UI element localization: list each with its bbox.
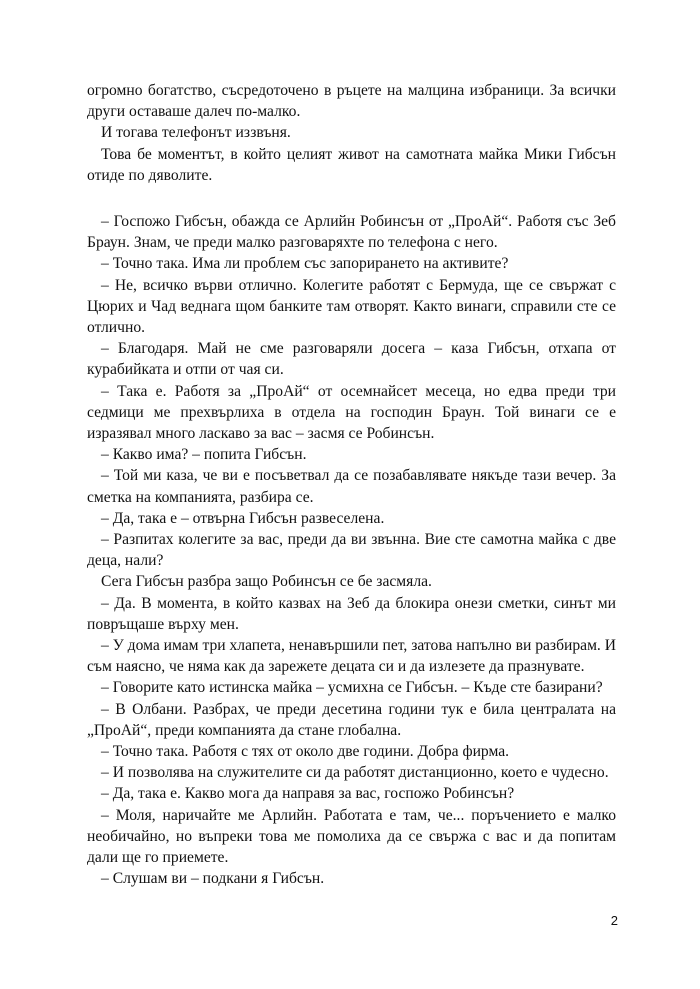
dialog-paragraph: – Не, всичко върви отлично. Колегите работят с Бермуда, ще се свържат с Цюрих и Чад веднага щом банките там отворят. Както винаги, справили сте се отлично.	[87, 276, 616, 337]
dialog-paragraph: – Точно така. Има ли проблем със запорирането на активите?	[101, 255, 509, 273]
dialog-paragraph: – Да. В момента, в който казвах на Зеб да блокира онези сметки, синът ми повръщаше върху мен.	[87, 594, 616, 633]
dialog-paragraph: – Госпожо Гибсън, обажда се Арлийн Робинсън от „ПроАй“. Работя със Зеб Браун. Знам, че преди малко разговаряхте по телефона с него.	[87, 213, 616, 252]
paragraph: огромно богатство, съсредоточено в ръцете на малцина избраници. За всички други оставаше далеч по-малко.	[87, 82, 616, 121]
dialog-text	[87, 211, 616, 890]
dialog-paragraph: – Да, така е – отвърна Гибсън развеселена.	[101, 509, 385, 527]
dialog-paragraph: – Точно така. Работя с тях от около две години. Добра фирма.	[101, 743, 510, 761]
intro-text	[87, 80, 616, 186]
paragraph: Това бе моментът, в който целият живот на самотната майка Мики Гибсън отиде по дяволите.	[87, 145, 616, 184]
dialog-paragraph: – Моля, наричайте ме Арлийн. Работата е там, че... поръчението е малко необичайно, но въпреки това ме помолиха да се свържа с вас и да попитам дали ще го приемете.	[87, 806, 616, 867]
dialog-paragraph: – Благодаря. Май не сме разговаряли досега – каза Гибсън, отхапа от курабийката и отпи от чая си.	[87, 340, 616, 379]
dialog-paragraph: Сега Гибсън разбра защо Робинсън се бе засмяла.	[101, 573, 432, 591]
dialog-paragraph: – Да, така е. Какво мога да направя за вас, госпожо Робинсън?	[101, 785, 515, 803]
dialog-paragraph: – Така е. Работя за „ПроАй“ от осемнайсет месеца, но едва преди три седмици ме прехвърлиха в отдела на господин Браун. Той винаги се е изразявал много ласкаво за вас – засмя се Робинсън.	[87, 382, 616, 443]
page-number: 2	[610, 913, 618, 928]
paragraph: И тогава телефонът иззвъня.	[101, 124, 291, 142]
dialog-paragraph: – У дома имам три хлапета, ненавършили пет, затова напълно ви разбирам. И съм наясно, че няма как да зарежете децата си и да излезете да празнувате.	[87, 637, 616, 676]
dialog-paragraph: – Разпитах колегите за вас, преди да ви звънна. Вие сте самотна майка с две деца, нали?	[87, 531, 616, 570]
dialog-paragraph: – Той ми каза, че ви е посъветвал да се позабавлявате някъде тази вечер. За сметка на компанията, разбира се.	[87, 467, 616, 506]
dialog-paragraph: – Слушам ви – подкани я Гибсън.	[101, 870, 325, 888]
dialog-paragraph: – И позволява на служителите си да работят дистанционно, което е чудесно.	[101, 764, 609, 782]
dialog-paragraph: – В Олбани. Разбрах, че преди десетина години тук е била централата на „ПроАй“, преди компанията да стане глобална.	[87, 700, 616, 739]
dialog-paragraph: – Говорите като истинска майка – усмихна се Гибсън. – Къде сте базирани?	[101, 679, 603, 697]
dialog-paragraph: – Какво има? – попита Гибсън.	[101, 446, 307, 464]
